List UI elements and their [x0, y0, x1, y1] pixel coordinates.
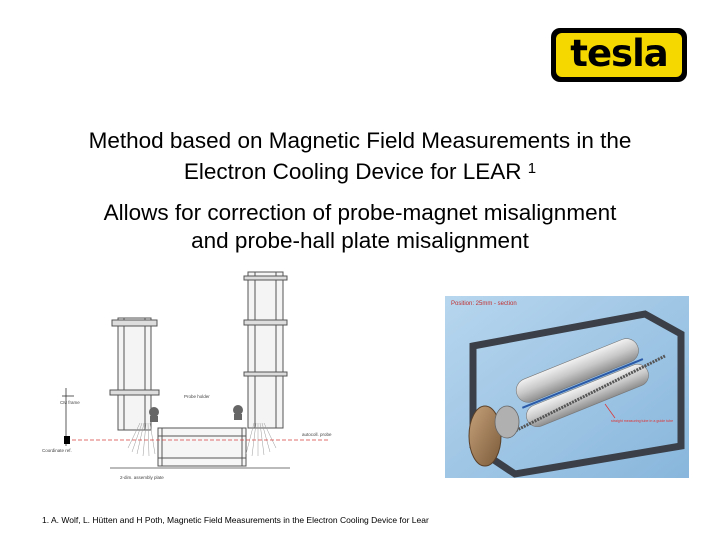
label-cm-frame: CM frame [60, 400, 80, 405]
footnote: 1. A. Wolf, L. Hütten and H Poth, Magnetic Field Measurements in the Electron Cooling Device for Lear [42, 515, 429, 525]
render-caption: Position: 25mm - section [451, 301, 517, 307]
tesla-logo-text: tesla [570, 32, 668, 75]
label-probe-holder: Probe holder [184, 394, 210, 399]
title-line-2 [20, 155, 700, 185]
title-line-3: Allows for correction of probe-magnet misalignment [103, 200, 617, 225]
coordinate-reference [62, 388, 74, 446]
probe-holders [149, 405, 243, 422]
render-hub [495, 406, 519, 438]
tesla-logo [551, 28, 687, 82]
measurement-setup-diagram [40, 268, 356, 490]
label-autocoll: autocoll. probe [302, 432, 332, 437]
probe-render-image [445, 296, 689, 478]
right-column [244, 272, 287, 428]
title-line-4: and probe-hall plate misalignment [191, 228, 529, 253]
title-line-1: Method based on Magnetic Field Measurements in the [88, 128, 632, 153]
label-coordinate-ref: Coordinate ref. [42, 448, 72, 453]
label-lower: 2-dim. assembly plate [120, 475, 164, 480]
tesla-logo-badge [556, 33, 682, 77]
title-footnote-marker: 1 [527, 160, 537, 177]
title-line-2-text: Electron Cooling Device for LEAR [183, 159, 522, 184]
render-annotation: straight measuring tube in a guide tube [611, 419, 674, 423]
